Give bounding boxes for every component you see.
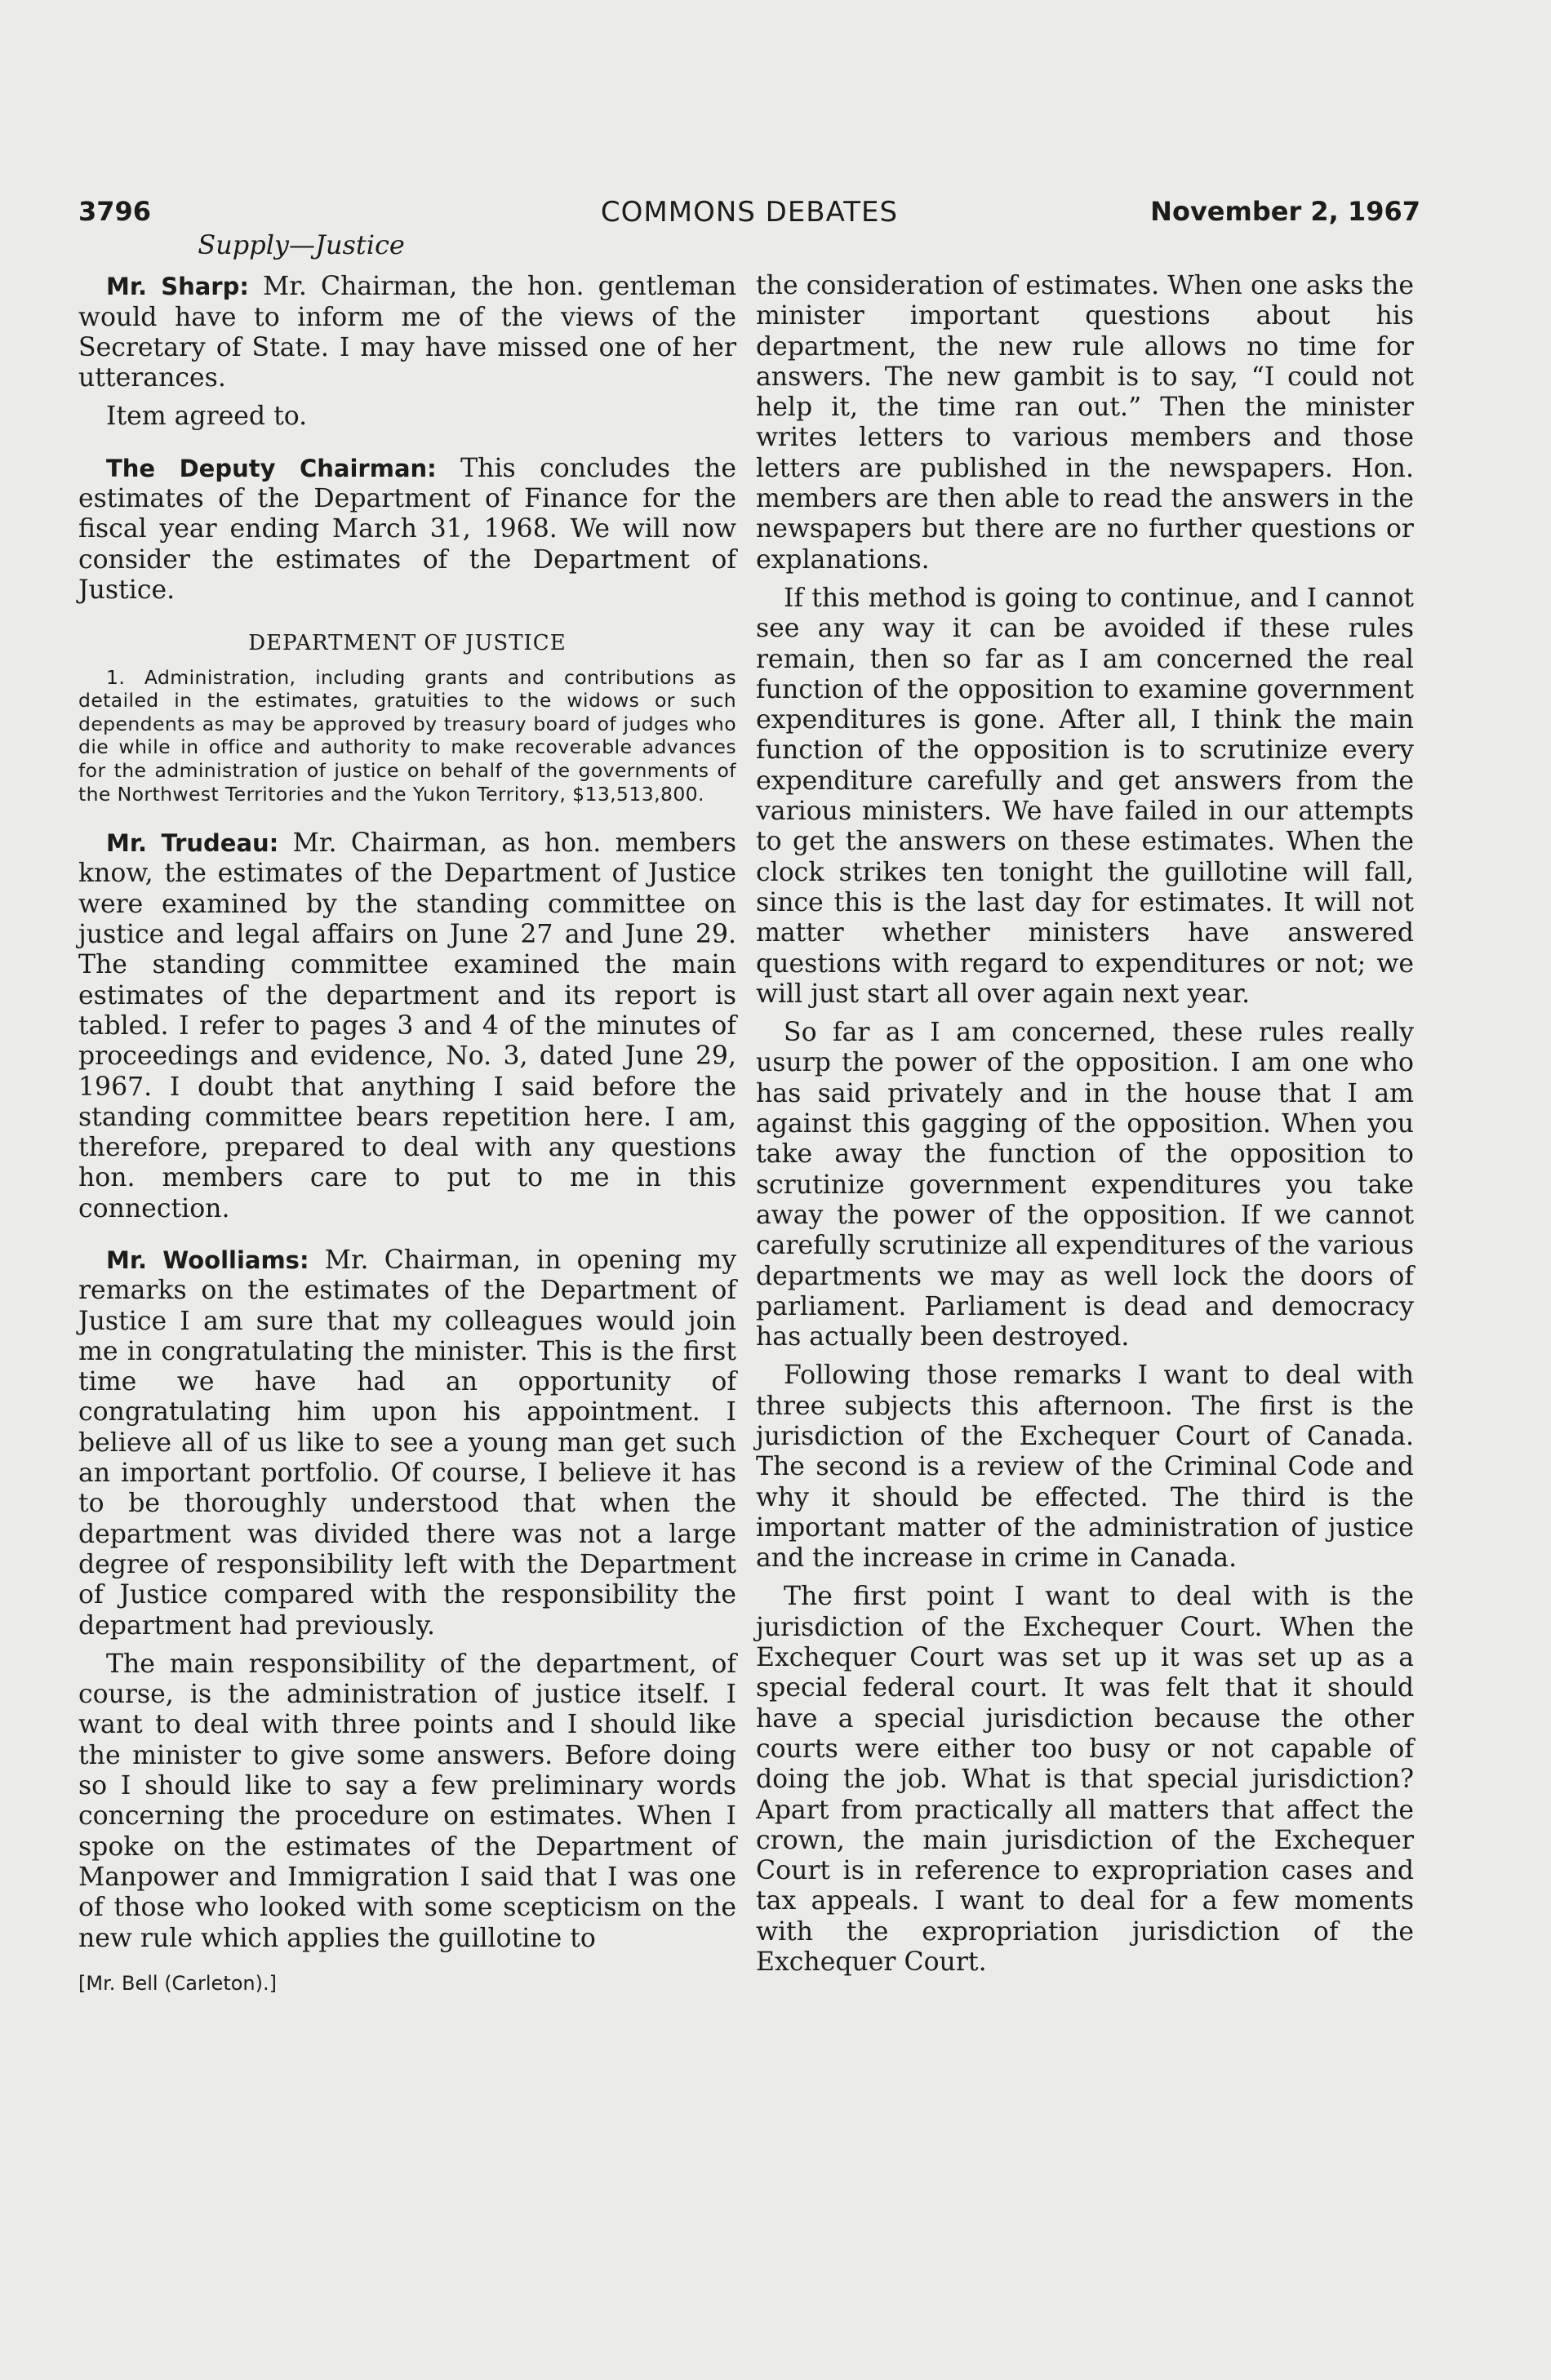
paragraph-trudeau (78, 828, 736, 1224)
paragraph-deputy-chairman (78, 454, 736, 606)
speech-text: Mr. Chairman, the hon. gentleman would have to inform me of the views of the Secretary of State. I may have missed one of her utterances. (78, 272, 736, 393)
section-title: Supply—Justice (198, 229, 405, 260)
page-number: 3796 (78, 196, 152, 227)
footer-note: [Mr. Bell (Carleton).] (78, 1971, 277, 1995)
estimate-vote-item: 1. Administration, including grants and contributions as detailed in the estimates, gratuities to the widows or such dependents as may be approved by treasury board of judges who die while in office and authority to make recoverable advances for the administration of justice on behalf of the governments of the Northwest Territories and the Yukon Territory, $13,513,800. (78, 665, 736, 806)
speaker-name: Mr. Woolliams: (106, 1246, 309, 1274)
department-heading: DEPARTMENT OF JUSTICE (248, 631, 567, 656)
speech-text: Mr. Chairman, in opening my remarks on the estimates of the Department of Justice I am sure that my colleagues would join me in congratulating the minister. This is the first time we have had an opportunity of congratulating him upon his appointment. I believe all of us like to see a young man get such an important portfolio. Of course, I believe it has to be thoroughly understood that when the department was divided there was not a large degree of responsibility left with the Department of Justice compared with the responsibility the department had previously. (78, 1245, 737, 1641)
item-agreed: Item agreed to. (106, 402, 308, 432)
paragraph-consideration: the consideration of estimates. When one asks the minister important questions about his department, the new rule allows no time for answers. The new gambit is to say, “I could not help it, the time ran out.” Then the minister writes letters to various members and those letters are published in the newspapers. Hon. members are then able to read the answers in the newspapers but there are no further questions or explanations. (756, 271, 1414, 575)
publication-date: November 2, 1967 (1150, 196, 1420, 227)
paragraph-sharp (78, 272, 736, 393)
paragraph-woolliams (78, 1246, 736, 1641)
paragraph-main-responsibility: The main responsibility of the department, of course, is the administration of justice itself. I want to deal with three points and I should like the minister to give some answers. Before doing so I should like to say a few preliminary words concerning the procedure on estimates. When I spoke on the estimates of the Department of Manpower and Immigration I said that I was one of those who looked with some scepticism on the new rule which applies the guillotine to (78, 1649, 736, 1953)
publication-title: COMMONS DEBATES (600, 196, 899, 229)
left-column (78, 230, 736, 2007)
paragraph-three-subjects: Following those remarks I want to deal with three subjects this afternoon. The first is the jurisdiction of the Exchequer Court of Canada. The second is a review of the Criminal Code and why it should be effected. The third is the important matter of the administration of justice and the increase in crime in Canada. (756, 1361, 1414, 1574)
speech-text: This concludes the estimates of the Department of Finance for the fiscal year ending March 31, 1968. We will now consider the estimates of the Department of Justice. (78, 453, 736, 605)
speaker-name: Mr. Trudeau: (106, 829, 279, 858)
right-column (756, 271, 1414, 1986)
paragraph-first-point: The first point I want to deal with is the jurisdiction of the Exchequer Court. When the Exchequer Court was set up it was set up as a special federal court. It was felt that it should have a special jurisdiction because the other courts were either too busy or not capable of doing the job. What is that special jurisdiction? Apart from practically all matters that affect the crown, the main jurisdiction of the Exchequer Court is in reference to expropriation cases and tax appeals. I want to deal for a few moments with the expropriation jurisdiction of the Exchequer Court. (756, 1582, 1414, 1978)
speech-text: Mr. Chairman, as hon. members know, the estimates of the Department of Justice were examined by the standing committee on justice and legal affairs on June 27 and June 29. The standing committee examined the main estimates of the department and its report is tabled. I refer to pages 3 and 4 of the minutes of proceedings and evidence, No. 3, dated June 29, 1967. I doubt that anything I said before the standing committee bears repetition here. I am, therefore, prepared to deal with any questions hon. members care to put to me in this connection. (78, 828, 737, 1223)
paragraph-method: If this method is going to continue, and I cannot see any way it can be avoided if these rules remain, then so far as I am concerned the real function of the opposition to examine government expenditures is gone. After all, I think the main function of the opposition is to scrutinize every expenditure carefully and get answers from the various ministers. We have failed in our attempts to get the answers on these estimates. When the clock strikes ten tonight the guillotine will fall, since this is the last day for estimates. It will not matter whether ministers have answered questions with regard to expenditures or not; we will just start all over again next year. (756, 583, 1414, 1009)
paragraph-usurp: So far as I am concerned, these rules really usurp the power of the opposition. I am one who has said privately and in the house that I am against this gagging of the opposition. When you take away the function of the opposition to scrutinize government expenditures you take away the power of the opposition. If we cannot carefully scrutinize all expenditures of the various departments we may as well lock the doors of parliament. Parliament is dead and democracy has actually been destroyed. (756, 1018, 1414, 1352)
speaker-name: Mr. Sharp: (106, 273, 249, 301)
speaker-name: The Deputy Chairman: (106, 454, 437, 482)
